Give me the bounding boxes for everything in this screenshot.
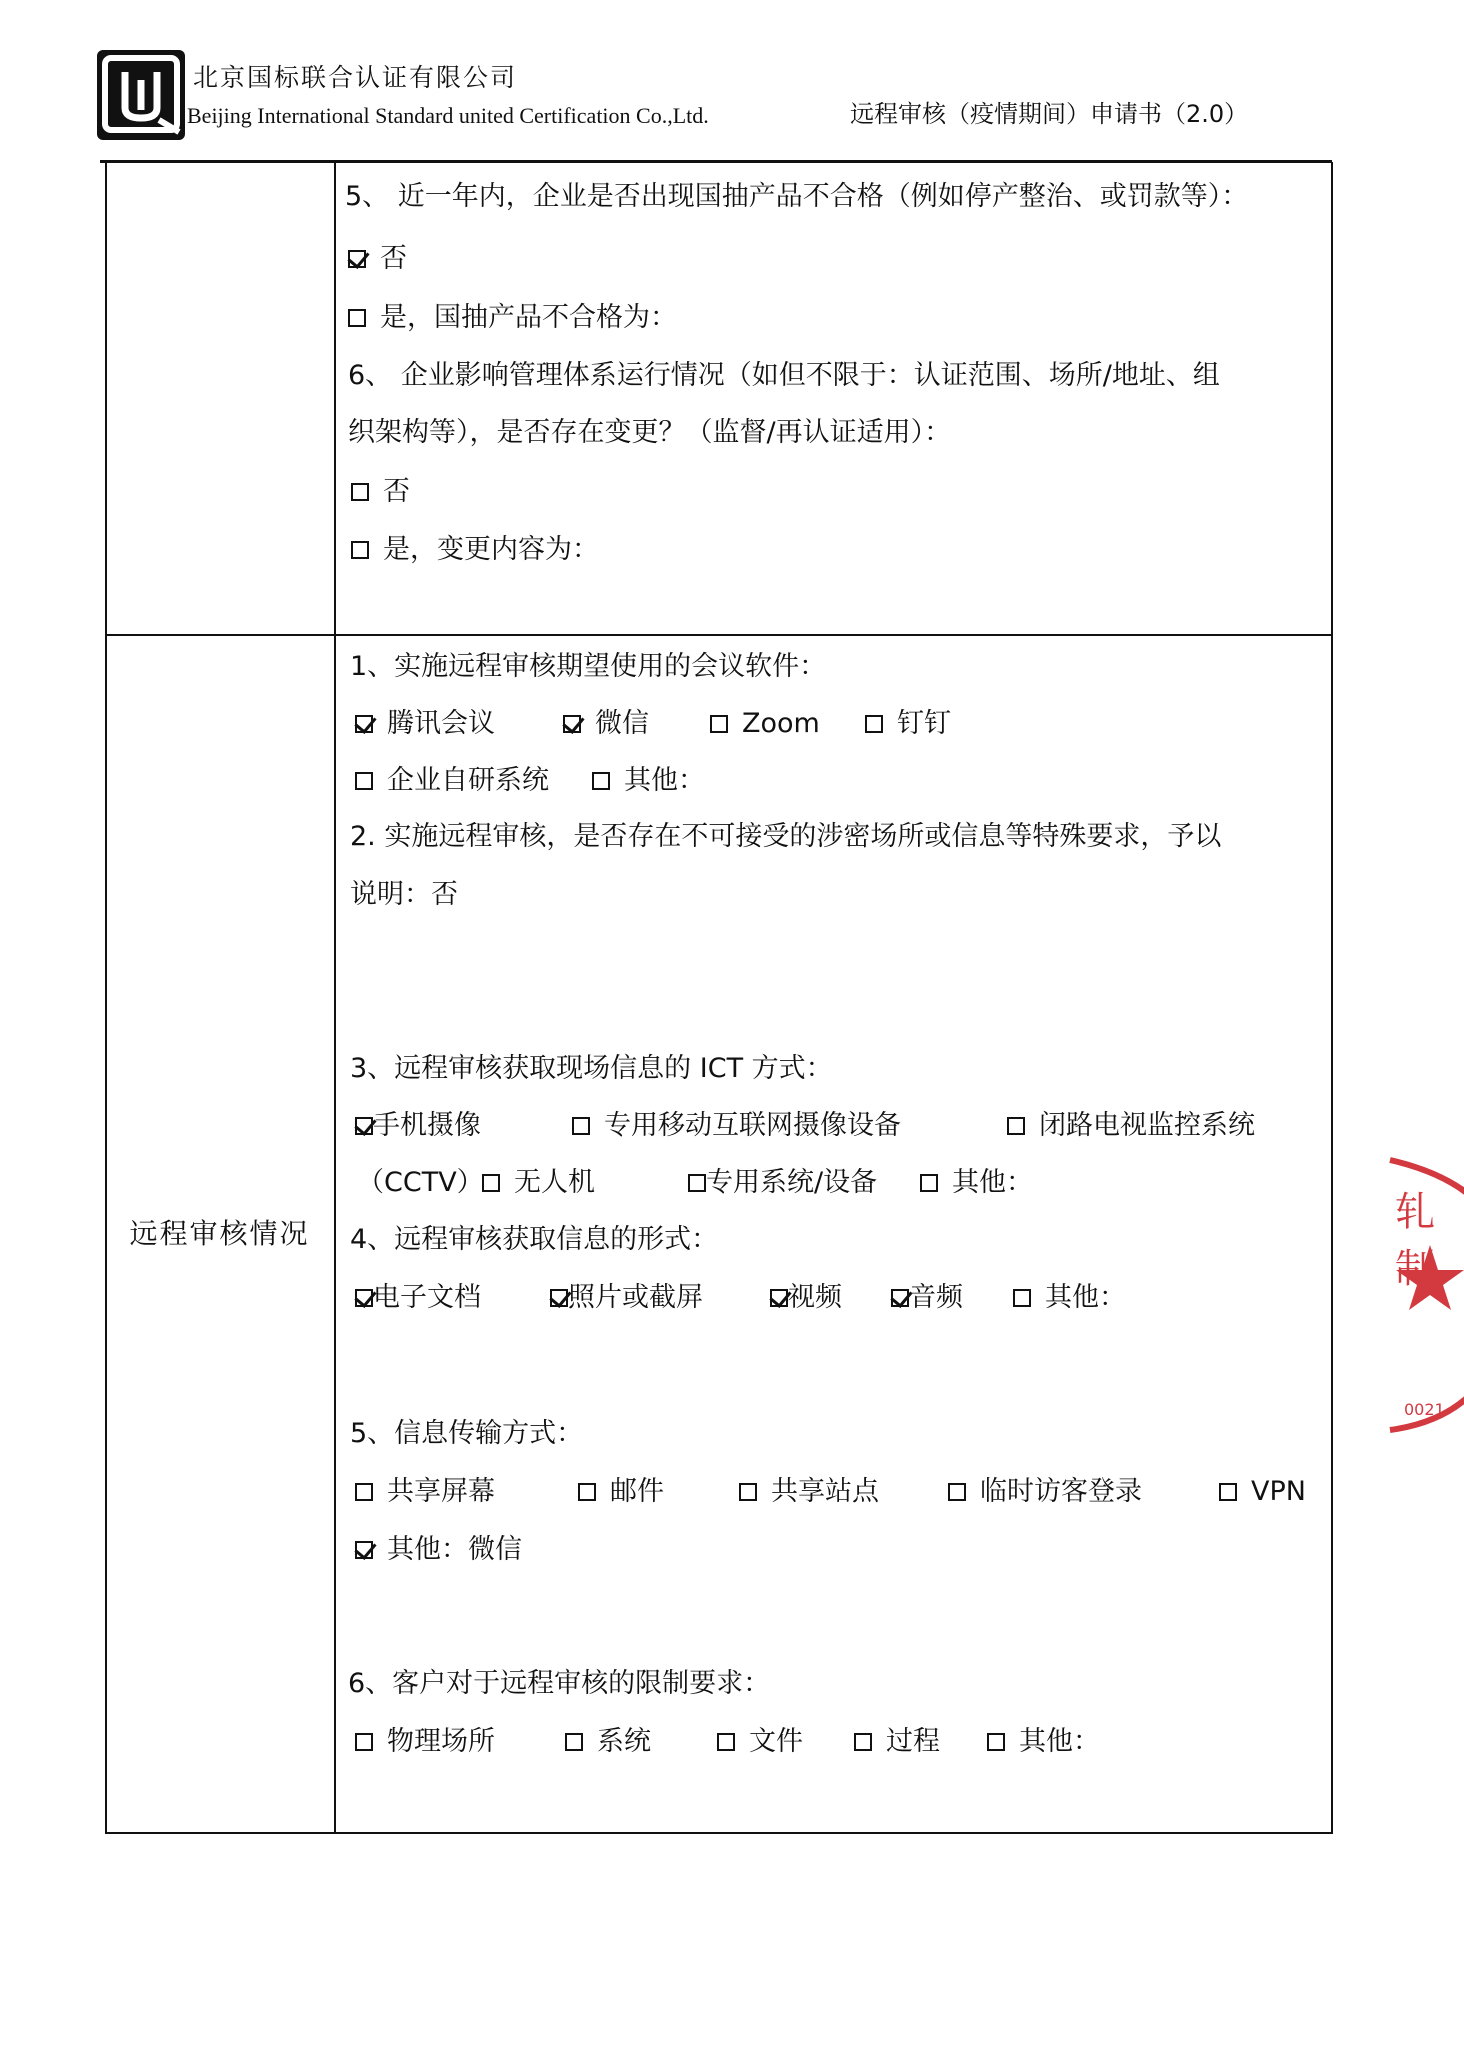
checkbox[interactable]	[355, 772, 373, 790]
option-label: 是，变更内容为：	[383, 534, 599, 565]
document-title: 远程审核（疫情期间）申请书（2.0）	[850, 100, 1249, 128]
remote-q1-option[interactable]	[355, 707, 495, 741]
remote-q1-option[interactable]	[592, 764, 705, 798]
remote-q5-option[interactable]	[1219, 1475, 1306, 1509]
remote-q1-option[interactable]	[355, 764, 549, 798]
checkbox[interactable]	[854, 1733, 872, 1751]
remote-q3-option[interactable]	[688, 1166, 877, 1200]
remote-q2-text-line1: 2. 实施远程审核，是否存在不可接受的涉密场所或信息等特殊要求，予以	[350, 821, 1222, 852]
q5-option-yes[interactable]	[348, 301, 677, 335]
remote-q4-text: 4、远程审核获取信息的形式：	[350, 1224, 719, 1255]
remote-q3-option[interactable]	[482, 1166, 595, 1200]
remote-q6-text: 6、客户对于远程审核的限制要求：	[348, 1668, 771, 1699]
option-label: 照片或截屏	[568, 1282, 703, 1313]
checkbox[interactable]	[770, 1289, 788, 1307]
remote-q1-option[interactable]	[865, 707, 951, 741]
question-5-text: 5、 近一年内，企业是否出现国抽产品不合格（例如停产整治、或罚款等）：	[345, 181, 1249, 212]
checkbox[interactable]	[1007, 1117, 1025, 1135]
checkbox[interactable]	[920, 1174, 938, 1192]
table-border	[105, 162, 1333, 1834]
option-label: 共享站点	[771, 1476, 879, 1507]
option-label: 否	[383, 476, 410, 507]
checkbox[interactable]	[717, 1733, 735, 1751]
company-name-en: Beijing International Standard united Certification Co.,Ltd.	[187, 103, 709, 128]
section-label-remote-audit: 远程审核情况	[129, 1217, 310, 1250]
option-label: 邮件	[610, 1476, 664, 1507]
option-label: 手机摄像	[373, 1110, 481, 1141]
checkbox[interactable]	[355, 715, 373, 733]
option-label: 专用系统/设备	[706, 1167, 878, 1198]
checkbox[interactable]	[355, 1541, 373, 1559]
cctv-label: （CCTV）	[357, 1167, 484, 1198]
option-label: 闭路电视监控系统	[1039, 1110, 1255, 1141]
seal-number: 0021	[1404, 1400, 1445, 1419]
q5-option-no[interactable]	[348, 242, 407, 276]
checkbox[interactable]	[351, 541, 369, 559]
checkbox[interactable]	[348, 250, 366, 268]
remote-q3-option[interactable]	[920, 1166, 1033, 1200]
remote-q6-option[interactable]	[355, 1725, 495, 1759]
checkbox[interactable]	[1219, 1483, 1237, 1501]
remote-q3-option[interactable]	[1007, 1109, 1255, 1143]
remote-q5-option[interactable]	[578, 1475, 664, 1509]
remote-q6-option[interactable]	[565, 1725, 651, 1759]
checkbox[interactable]	[739, 1483, 757, 1501]
remote-q4-option[interactable]	[770, 1281, 842, 1315]
option-label: 视频	[788, 1282, 842, 1313]
option-label: 共享屏幕	[387, 1476, 495, 1507]
option-label: 系统	[597, 1726, 651, 1757]
question-6-text-line1: 6、 企业影响管理体系运行情况（如但不限于：认证范围、场所/地址、组	[348, 360, 1220, 391]
option-label: 物理场所	[387, 1726, 495, 1757]
option-label: 其他：	[624, 765, 705, 796]
checkbox[interactable]	[688, 1174, 706, 1192]
checkbox[interactable]	[578, 1483, 596, 1501]
remote-q4-option[interactable]	[1013, 1281, 1126, 1315]
remote-q4-option[interactable]	[550, 1281, 703, 1315]
remote-q4-option[interactable]	[891, 1281, 963, 1315]
application-form-table	[105, 162, 1333, 1834]
company-seal	[1370, 1150, 1464, 1440]
checkbox[interactable]	[710, 715, 728, 733]
checkbox[interactable]	[348, 309, 366, 327]
checkbox[interactable]	[572, 1117, 590, 1135]
question-6-text-line2: 织架构等），是否存在变更？（监督/再认证适用）：	[348, 417, 952, 448]
remote-q4-option[interactable]	[355, 1281, 481, 1315]
checkbox[interactable]	[355, 1117, 373, 1135]
remote-q6-option[interactable]	[854, 1725, 940, 1759]
checkbox[interactable]	[550, 1289, 568, 1307]
company-name-cn: 北京国标联合认证有限公司	[193, 63, 518, 92]
document-header	[0, 0, 1464, 170]
option-label: 腾讯会议	[387, 708, 495, 739]
company-logo	[97, 50, 185, 140]
remote-q5-option[interactable]	[948, 1475, 1142, 1509]
option-label: 微信	[595, 708, 649, 739]
option-label: VPN	[1251, 1476, 1306, 1507]
option-label: 其他：微信	[387, 1534, 522, 1565]
remote-q1-option[interactable]	[710, 707, 820, 741]
checkbox[interactable]	[351, 483, 369, 501]
q6-option-yes[interactable]	[351, 533, 599, 567]
checkbox[interactable]	[948, 1483, 966, 1501]
option-label: 钉钉	[897, 708, 951, 739]
option-label: 专用移动互联网摄像设备	[604, 1110, 901, 1141]
checkbox[interactable]	[565, 1733, 583, 1751]
checkbox[interactable]	[1013, 1289, 1031, 1307]
remote-q3-option[interactable]	[355, 1109, 481, 1143]
remote-q6-option[interactable]	[987, 1725, 1100, 1759]
remote-q5-option[interactable]	[355, 1533, 522, 1567]
checkbox[interactable]	[987, 1733, 1005, 1751]
column-divider	[334, 162, 336, 1834]
option-label: 其他：	[1019, 1726, 1100, 1757]
seal-text: 轧制	[1395, 1189, 1435, 1292]
option-label: 音频	[909, 1282, 963, 1313]
remote-q3-text: 3、远程审核获取现场信息的 ICT 方式：	[350, 1053, 833, 1084]
option-label: 过程	[886, 1726, 940, 1757]
row-divider	[105, 634, 1333, 636]
q6-option-no[interactable]	[351, 475, 410, 509]
checkbox[interactable]	[865, 715, 883, 733]
remote-q2-text-line2: 说明：否	[350, 879, 458, 910]
remote-q5-text: 5、信息传输方式：	[350, 1418, 584, 1449]
checkbox[interactable]	[355, 1733, 373, 1751]
option-label: Zoom	[742, 708, 820, 739]
checkbox[interactable]	[355, 1289, 373, 1307]
remote-q3-option[interactable]	[572, 1109, 901, 1143]
remote-q1-option[interactable]	[563, 707, 649, 741]
remote-q5-option[interactable]	[355, 1475, 495, 1509]
option-label: 否	[380, 243, 407, 274]
option-label: 其他：	[1045, 1282, 1126, 1313]
checkbox[interactable]	[891, 1289, 909, 1307]
option-label: 是，国抽产品不合格为：	[380, 302, 677, 333]
remote-q1-text: 1、实施远程审核期望使用的会议软件：	[350, 651, 827, 682]
checkbox[interactable]	[592, 772, 610, 790]
remote-q5-option[interactable]	[739, 1475, 879, 1509]
checkbox[interactable]	[482, 1174, 500, 1192]
checkbox[interactable]	[355, 1483, 373, 1501]
option-label: 临时访客登录	[980, 1476, 1142, 1507]
remote-q6-option[interactable]	[717, 1725, 803, 1759]
option-label: 其他：	[952, 1167, 1033, 1198]
checkbox[interactable]	[563, 715, 581, 733]
option-label: 电子文档	[373, 1282, 481, 1313]
option-label: 文件	[749, 1726, 803, 1757]
option-label: 企业自研系统	[387, 765, 549, 796]
option-label: 无人机	[514, 1167, 595, 1198]
